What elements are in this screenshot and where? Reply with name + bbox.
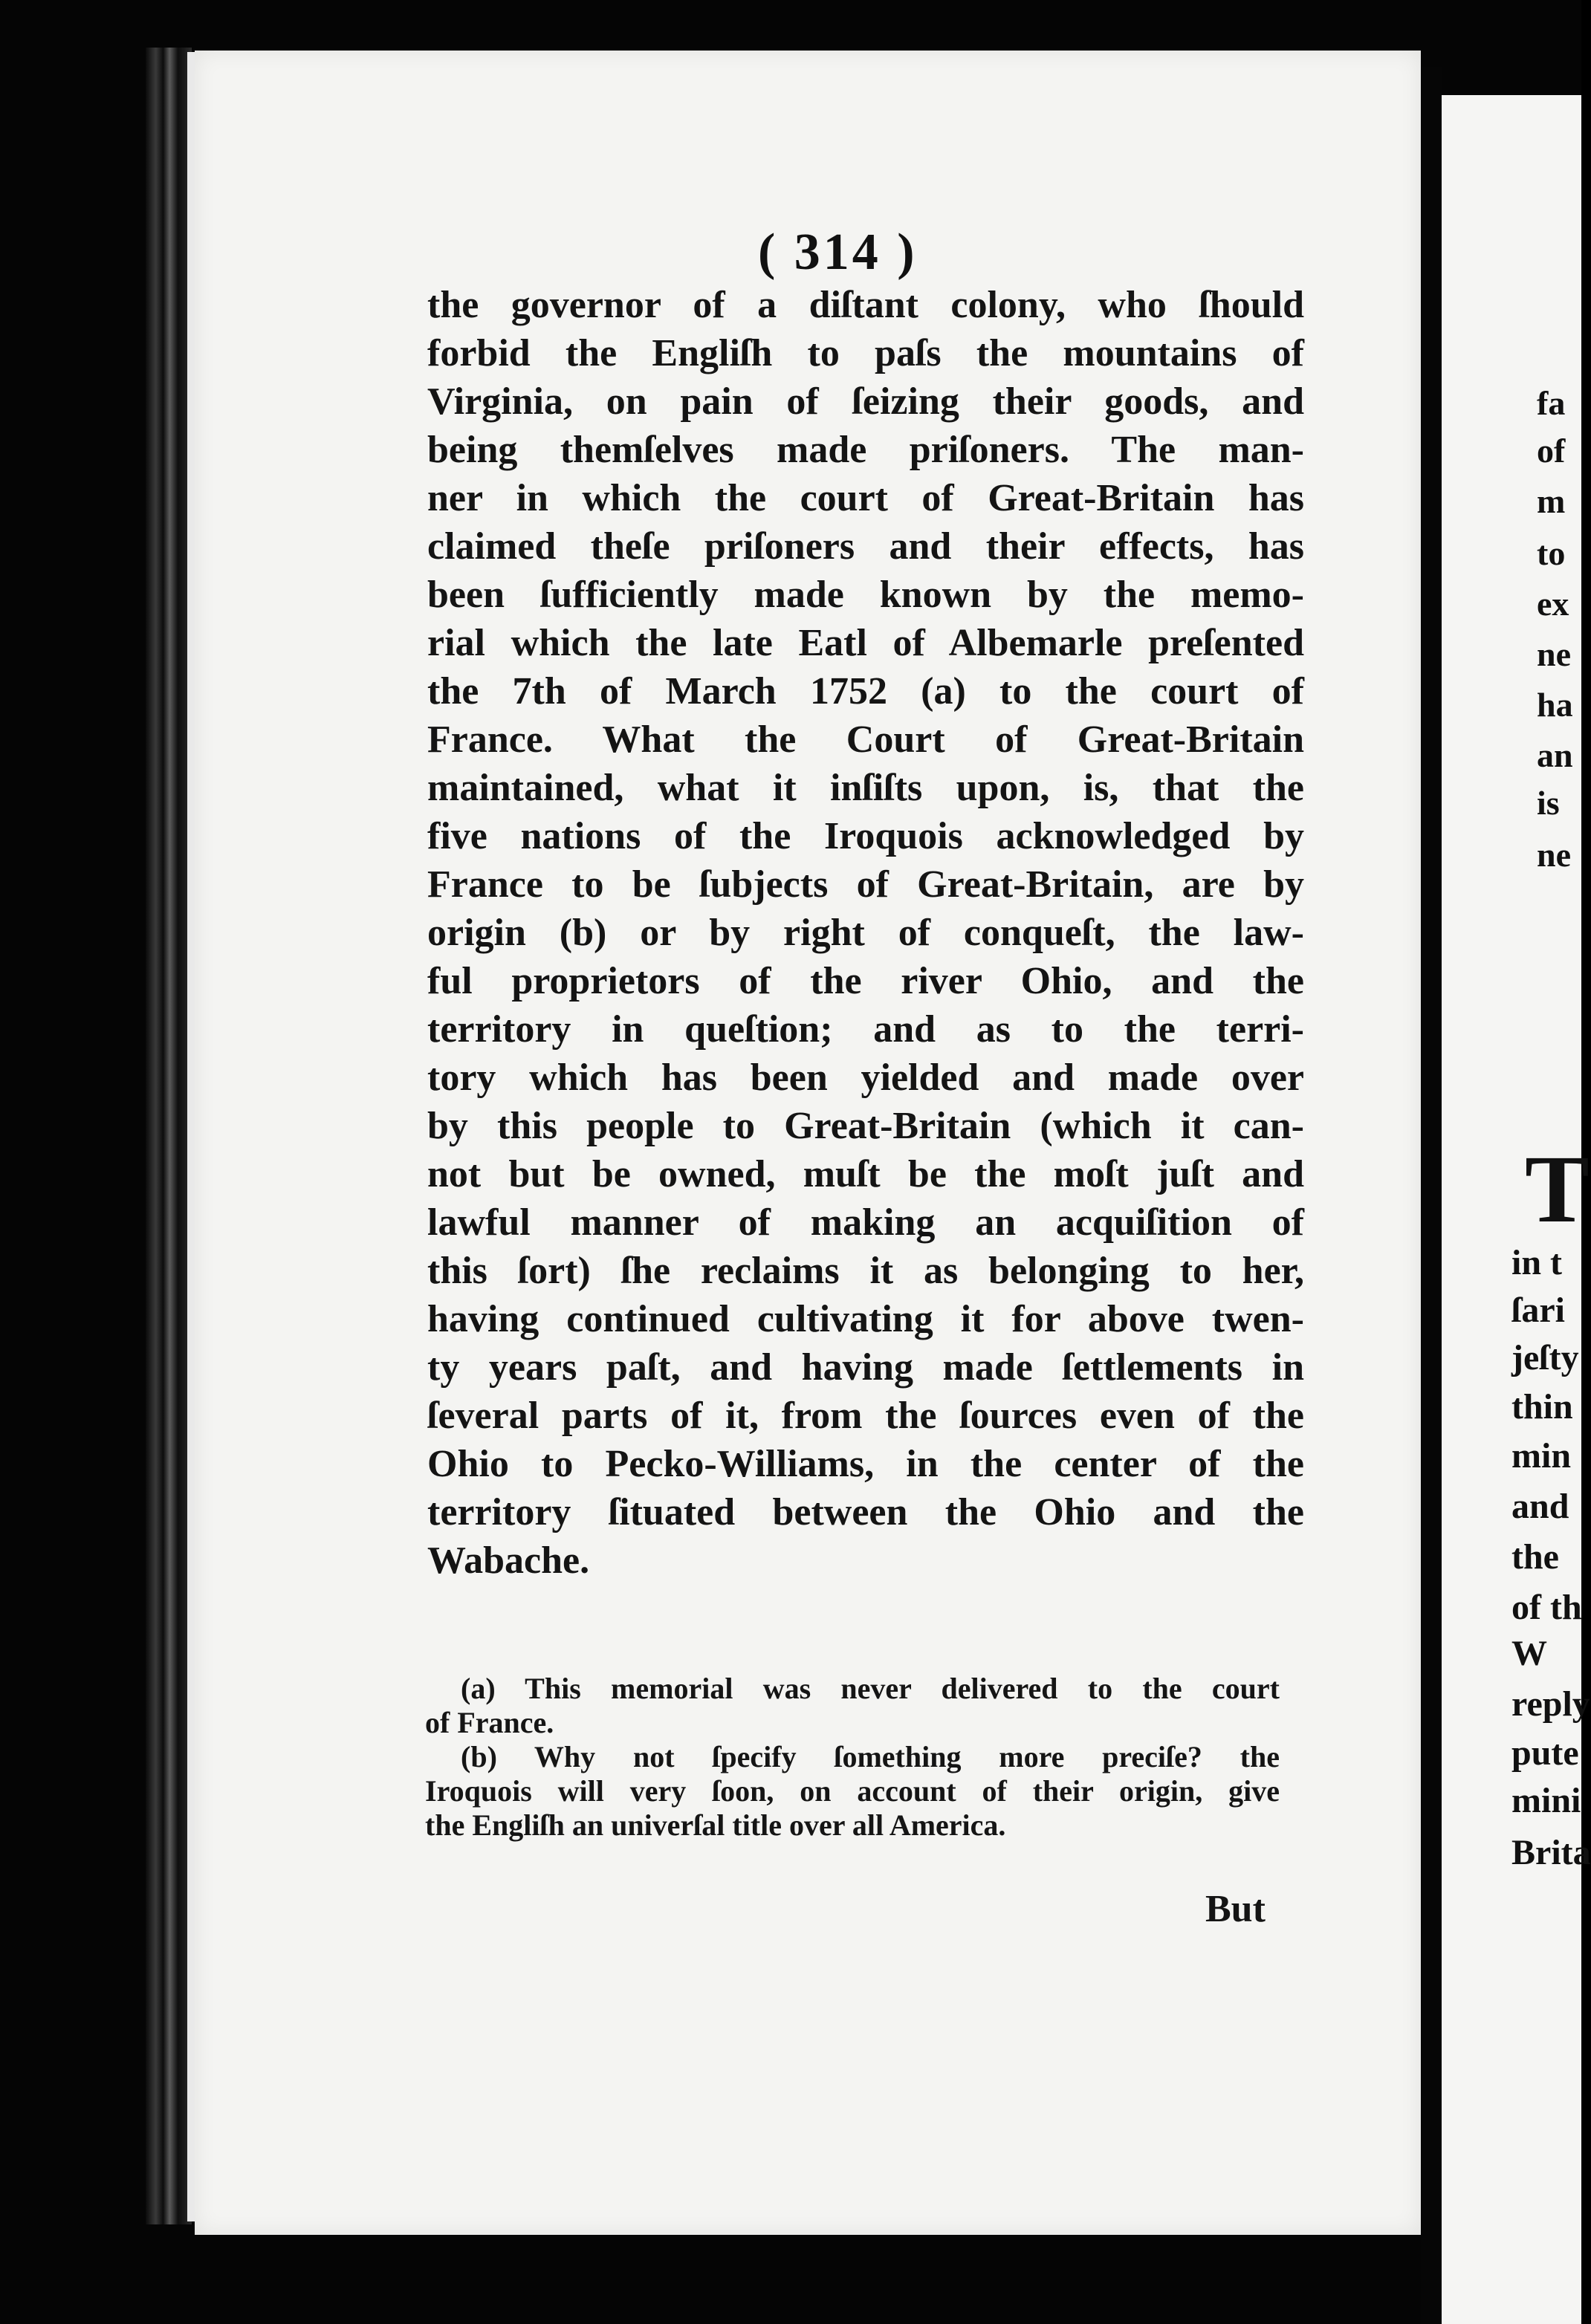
- page-number-header: ( 314 ): [758, 224, 918, 281]
- text-line: not but be owned, muſt be the moſt juſt and: [427, 1153, 1304, 1195]
- text-line: having continued cultivating it for above twen-: [427, 1298, 1304, 1340]
- text-line: rial which the late Eatl of Albemarle preſented: [427, 622, 1304, 664]
- footnote-line: Iroquois will very ſoon, on account of their origin, give: [425, 1774, 1280, 1808]
- facing-page-fragment: pute: [1511, 1733, 1579, 1773]
- facing-page-fragment: mini: [1511, 1781, 1581, 1820]
- facing-page-fragment: ſari: [1511, 1291, 1565, 1330]
- text-line: ful proprietors of the river Ohio, and the: [427, 960, 1304, 1002]
- footnote-line: of France.: [425, 1706, 554, 1739]
- text-line: tory which has been yielded and made over: [427, 1056, 1304, 1099]
- text-line: France. What the Court of Great-Britain: [427, 718, 1304, 761]
- text-line: ty years paſt, and having made ſettlements in: [427, 1346, 1304, 1389]
- text-line: forbid the Engliſh to paſs the mountains of: [427, 332, 1304, 374]
- text-line: lawful manner of making an acquiſition of: [427, 1201, 1304, 1244]
- facing-page-fragment: ne: [1537, 635, 1571, 673]
- footnote-line: (a) This memorial was never delivered to the court: [461, 1672, 1280, 1705]
- facing-page-fragment: ne: [1537, 836, 1571, 874]
- text-line: Virginia, on pain of ſeizing their goods, and: [427, 380, 1304, 423]
- page-gutter: [1421, 67, 1442, 2324]
- text-line: origin (b) or by right of conqueſt, the law-: [427, 912, 1304, 954]
- text-line: by this people to Great-Britain (which it can-: [427, 1105, 1304, 1147]
- footnote-line: (b) Why not ſpecify ſomething more preciſe? the: [461, 1740, 1280, 1773]
- facing-page-fragment: is: [1537, 784, 1560, 822]
- facing-page-fragment: the: [1511, 1537, 1559, 1577]
- text-line: territory ſituated between the Ohio and the: [427, 1491, 1304, 1533]
- text-line: the governor of a diſtant colony, who ſhould: [427, 284, 1304, 326]
- facing-page-fragment: W: [1511, 1634, 1547, 1673]
- text-line: being themſelves made priſoners. The man-: [427, 429, 1304, 471]
- facing-page-fragment: ha: [1537, 686, 1573, 724]
- facing-page-fragment: m: [1537, 482, 1566, 520]
- text-line: France to be ſubjects of Great-Britain, are by: [427, 863, 1304, 906]
- footnote-line: the Engliſh an univerſal title over all America.: [425, 1808, 1006, 1842]
- footnotes-block: [425, 1672, 1280, 1843]
- facing-page-fragment: to: [1537, 534, 1566, 572]
- catchword: But: [1205, 1888, 1266, 1930]
- facing-page-fragment: in t: [1511, 1243, 1563, 1282]
- text-line: been ſufficiently made known by the memo-: [427, 574, 1304, 616]
- page-edge: [187, 52, 195, 2221]
- text-line: five nations of the Iroquois acknowledged by: [427, 815, 1304, 857]
- text-line: this ſort) ſhe reclaims it as belonging to her,: [427, 1250, 1304, 1292]
- book-binding: [146, 48, 192, 2224]
- facing-page-fragment: jeſty: [1511, 1338, 1579, 1377]
- text-line: ner in which the court of Great-Britain has: [427, 477, 1304, 519]
- text-line: ſeveral parts of it, from the ſources even of the: [427, 1395, 1304, 1437]
- text-line: claimed theſe priſoners and their effects, has: [427, 525, 1304, 568]
- text-line: territory in queſtion; and as to the terri-: [427, 1008, 1304, 1051]
- facing-page-drop-cap: T: [1525, 1136, 1590, 1243]
- facing-page-fragment: thin: [1511, 1387, 1573, 1426]
- facing-page-fragment: an: [1537, 736, 1573, 774]
- facing-page-fragment: Brita: [1511, 1833, 1591, 1872]
- text-line: Ohio to Pecko-Williams, in the center of the: [427, 1443, 1304, 1485]
- facing-page-fragment: min: [1511, 1436, 1572, 1476]
- text-line: maintained, what it inſiſts upon, is, that the: [427, 767, 1304, 809]
- facing-page-fragment: of th: [1511, 1588, 1582, 1627]
- facing-page-fragment: reply: [1511, 1684, 1590, 1724]
- facing-page-fragment: of: [1537, 432, 1566, 470]
- main-text-block: [427, 281, 1304, 1585]
- facing-page-fragment: fa: [1537, 384, 1566, 422]
- facing-page-fragment: ex: [1537, 585, 1569, 623]
- facing-page-fragment: and: [1511, 1487, 1569, 1526]
- text-line: the 7th of March 1752 (a) to the court of: [427, 670, 1304, 713]
- text-line: Wabache.: [427, 1539, 590, 1582]
